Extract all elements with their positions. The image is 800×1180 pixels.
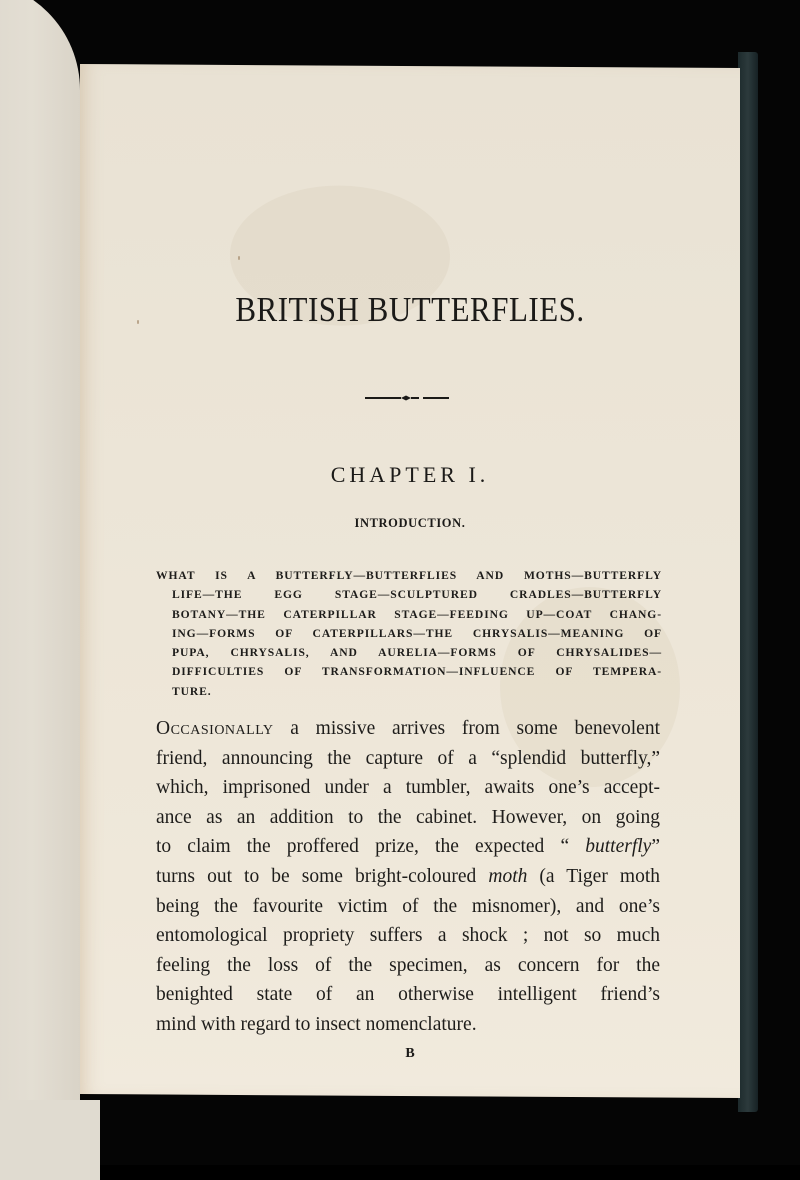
body-line: [156, 921, 660, 951]
body-text-segment: ance as an addition to the cabinet. However, on going: [156, 806, 660, 828]
chapter-heading: CHAPTER I.: [330, 462, 490, 487]
body-text-segment: entomological propriety suffers a shock ; not so much: [156, 925, 660, 947]
synopsis-line: TURE.: [172, 684, 212, 698]
body-text-segment: turns out to be some bright-coloured: [156, 865, 489, 887]
synopsis-line: BOTANY—THE CATERPILLAR STAGE—FEEDING UP—COAT CHANG-: [172, 607, 662, 621]
body-line: [156, 1010, 660, 1040]
body-line: [156, 773, 660, 803]
italic-word: butterfly: [585, 836, 652, 858]
body-text-segment: which, imprisoned under a tumbler, awaits one’s accept-: [156, 777, 660, 799]
synopsis-line: WHAT IS A BUTTERFLY—BUTTERFLIES AND MOTHS—BUTTERFLY: [156, 569, 662, 582]
signature-mark: B: [405, 1046, 415, 1061]
body-text-segment: ”: [651, 836, 660, 858]
body-paragraph: [156, 714, 660, 1040]
book-title: BRITISH BUTTERFLIES.: [235, 289, 585, 330]
body-line: [156, 951, 660, 981]
body-text-segment: mind with regard to insect nomenclature.: [156, 1013, 477, 1035]
chapter-synopsis: [156, 566, 662, 701]
body-line: [156, 714, 660, 744]
synopsis-line: DIFFICULTIES OF TRANSFORMATION—INFLUENCE OF TEMPERA-: [172, 665, 662, 679]
body-line: [156, 980, 660, 1010]
body-line: [156, 862, 660, 892]
synopsis-line: LIFE—THE EGG STAGE—SCULPTURED CRADLES—BUTTERFLY: [172, 588, 662, 602]
synopsis-line: PUPA, CHRYSALIS, AND AURELIA—FORMS OF CHRYSALIDES—: [172, 646, 662, 660]
body-line: [156, 744, 660, 774]
body-line: [156, 892, 660, 922]
body-text-segment: friend, announcing the capture of a “splendid butterfly,”: [156, 747, 660, 769]
body-text-segment: to claim the proffered prize, the expected “: [156, 836, 586, 858]
page-content: [80, 64, 740, 1094]
body-text-segment: being the favourite victim of the misnomer), and one’s: [156, 895, 660, 917]
paper-speck: [238, 256, 240, 260]
opening-word: Occasionally: [156, 718, 274, 739]
body-line: [156, 832, 660, 862]
body-text-segment: a missive arrives from some benevolent: [273, 718, 660, 739]
body-text-segment: benighted state of an otherwise intelligent friend’s: [156, 984, 660, 1006]
body-line: [156, 803, 660, 833]
section-heading: INTRODUCTION.: [354, 516, 466, 530]
left-page-curl: [0, 0, 80, 1180]
body-text-segment: (a Tiger moth: [527, 865, 660, 887]
body-text-segment: feeling the loss of the specimen, as concern for the: [156, 954, 660, 976]
book-cover-edge: [738, 52, 758, 1112]
italic-word: moth: [488, 865, 528, 887]
left-page-bottom: [0, 1100, 100, 1180]
ornament-rule-icon: [365, 394, 449, 402]
synopsis-line: ING—FORMS OF CATERPILLARS—THE CHRYSALIS—MEANING OF: [172, 626, 662, 640]
